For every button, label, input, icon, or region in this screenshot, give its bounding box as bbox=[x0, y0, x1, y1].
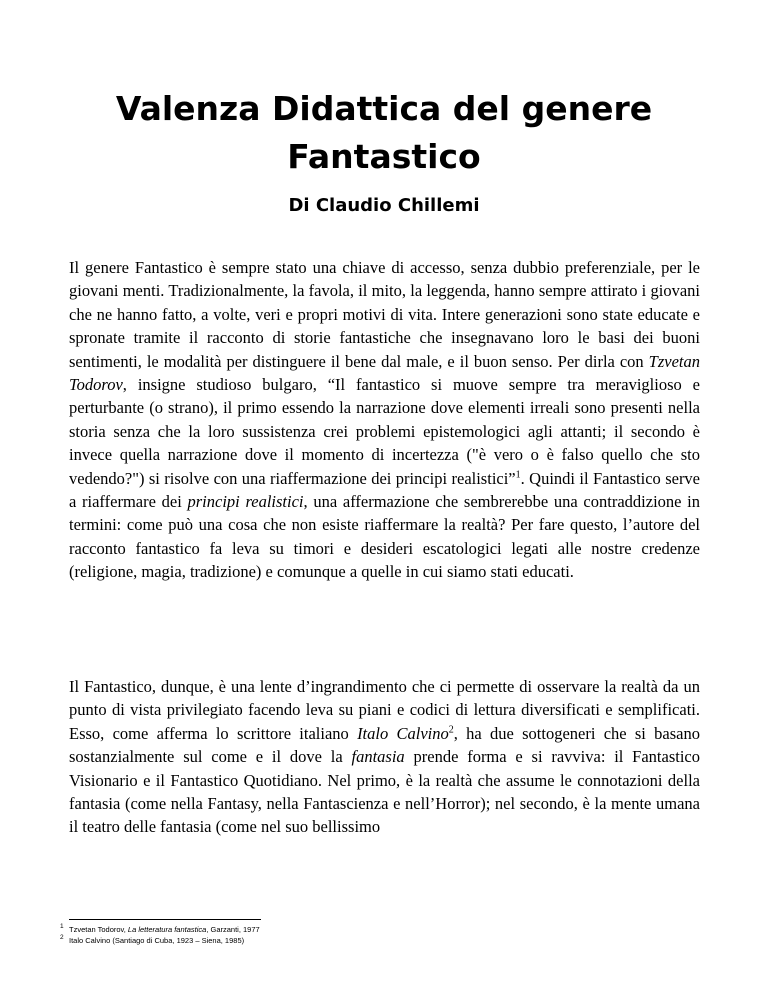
paragraph-text: Il genere Fantastico è sempre stato una chiave di accesso, senza dubbio preferenziale, per le giovani menti. Tradizionalmente, la favola, il mito, la leggenda, hanno sempre attirato i giovani che ne hanno fatto, a volte, veri e propri motivi di vita. Intere generazioni sono state educate e spronate tramite il racconto di storie fantastiche che insegnavano loro le basi dei buoni sentimenti, le modalità per distinguere il bene dal male, e il buon senso. Per dirla con bbox=[69, 258, 700, 371]
paragraph-1 bbox=[69, 256, 700, 584]
footnote-1 bbox=[60, 924, 700, 935]
document-author: Di Claudio Chillemi bbox=[288, 195, 480, 216]
document-title: Valenza Didattica del genere Fantastico bbox=[115, 89, 653, 176]
footnotes bbox=[60, 924, 700, 946]
paragraph-2 bbox=[69, 675, 700, 839]
footnote-text: Italo Calvino (Santiago di Cuba, 1923 – Siena, 1985) bbox=[69, 936, 245, 945]
paragraph-text: prende forma e si ravviva: il Fantastico Visionario e il Fantastico Quotidiano. Nel primo, è la realtà che assume le connotazioni della fantasia (come nella Fantasy, nella Fantascienza e nell’Horror); nel secondo, è la mente umana il teatro delle fantasia (come nel suo bellissimo bbox=[69, 747, 701, 837]
footnote-divider bbox=[69, 919, 261, 920]
author-name: Italo Calvino bbox=[357, 723, 449, 743]
footnote-ref[interactable]: 1 bbox=[515, 469, 521, 481]
footnote-work-title: La letteratura fantastica bbox=[127, 925, 207, 934]
paragraph-text: , insigne studioso bulgaro, “Il fantastico si muove sempre tra meraviglioso e perturbante (o strano), il primo essendo la narrazione dove elementi irreali sono presenti nella storia senza che la loro sussistenza crei problemi epistemologici agli attanti; il secondo è invece quella narrazione dove il momento di incertezza ("è vero o è falso quello che sto vedendo?") si risolve con una riaffermazione dei principi realistici” bbox=[69, 375, 700, 488]
footnote-2 bbox=[60, 935, 700, 946]
paragraph-text: . Quindi il Fantastico serve a riaffermare dei bbox=[69, 468, 701, 512]
footnote-number: 1 bbox=[60, 923, 64, 930]
footnote-ref[interactable]: 2 bbox=[448, 724, 454, 736]
footnote-text: , Garzanti, 1977 bbox=[206, 925, 260, 934]
paragraph-text: , ha due sottogeneri che si basano sostanzialmente sul come e il dove la bbox=[69, 723, 700, 767]
emphasis: principi realistici bbox=[187, 492, 304, 512]
footnote-text: Tzvetan Todorov, bbox=[69, 925, 128, 934]
paragraph-text: Il Fantastico, dunque, è una lente d’ingrandimento che ci permette di osservare la realtà da un punto di vista privilegiato facendo leva su piani e codici di lettura diversificati e semplificati. Esso, come afferma lo scrittore italiano bbox=[69, 677, 700, 743]
paragraph-text: , una affermazione che sembrerebbe una contraddizione in termini: come può una cosa che non esiste riaffermare la realtà? Per fare questo, l’autore del racconto fantastico fa leva su timori e desideri escatologici legati alle nostre credenze (religione, magia, tradizione) e comunque a quelle in cui siamo stati educati. bbox=[69, 492, 701, 582]
author-name: Tzvetan Todorov bbox=[69, 351, 700, 395]
footnote-number: 2 bbox=[60, 934, 64, 941]
emphasis: fantasia bbox=[351, 747, 405, 767]
